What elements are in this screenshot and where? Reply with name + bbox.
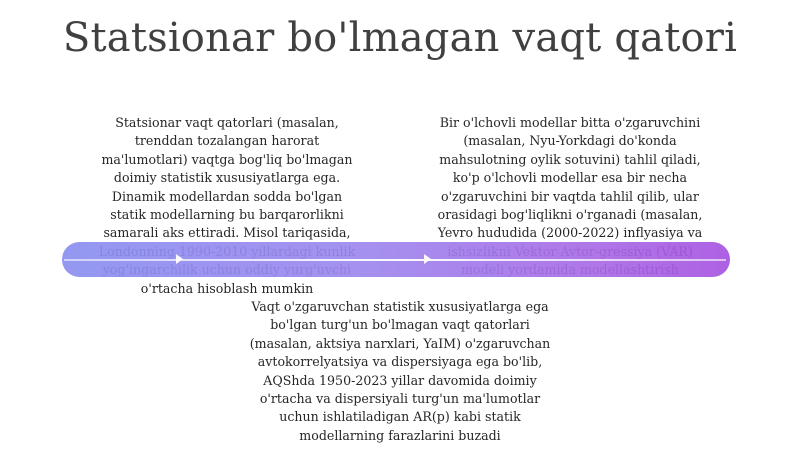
text-line: o'zgaruvchini bir vaqtda tahlil qilib, ular — [441, 188, 699, 204]
text-line: mahsulotning oylik sotuvini) tahlil qiladi, — [439, 151, 701, 167]
text-line: AQShda 1950-2023 yillar davomida doimiy — [263, 372, 537, 388]
text-line: statik modellarning bu barqarorlikni — [110, 207, 344, 223]
text-line: (masalan, aktsiya narxlari, YaIM) o'zgaruvchan — [249, 335, 551, 351]
text-line: o'rtacha va dispersiyali turg'un ma'lumotlar — [259, 391, 541, 407]
text-line: avtokorrelyatsiya va dispersiyaga ega bo'lib, — [257, 354, 543, 370]
text-line: (masalan, Nyu-Yorkdagi do'konda — [463, 133, 677, 149]
text-line: modellarning farazlarini buzadi — [299, 427, 501, 443]
text-line: Statsionar vaqt qatorlari (masalan, — [115, 115, 339, 130]
text-line: bo'lgan turg'un bo'lmagan vaqt qatorlari — [270, 317, 530, 333]
timeline-arrow-icon — [424, 254, 431, 264]
text-line: doimiy statistik xususiyatlarga ega. — [113, 170, 341, 186]
slide-title: Statsionar bo'lmagan vaqt qatori — [62, 15, 738, 61]
text-line: samarali aks ettiradi. Misol tariqasida, — [103, 225, 351, 241]
text-block-nonstationary — [200, 298, 600, 445]
text-line: Yevro hududida (2000-2022) inflyasiya va — [437, 225, 703, 241]
text-line: Bir o'lchovli modellar bitta o'zgaruvchini — [439, 115, 701, 130]
text-line: Vaqt o'zgaruvchan statistik xususiyatlarga ega — [251, 299, 549, 314]
text-line: o'rtacha hisoblash mumkin — [140, 280, 314, 296]
text-line: trenddan tozalangan harorat — [134, 133, 320, 149]
text-line: Dinamik modellardan sodda bo'lgan — [111, 188, 343, 204]
timeline-line — [64, 259, 726, 261]
text-line: ma'lumotlari) vaqtga bog'liq bo'lmagan — [101, 151, 353, 167]
text-line: uchun ishlatiladigan AR(p) kabi statik — [279, 409, 521, 425]
text-line: orasidagi bog'liqlikni o'rganadi (masalan, — [437, 207, 703, 223]
text-line: ko'p o'lchovli modellar esa bir necha — [452, 170, 688, 186]
timeline-arrow-icon — [176, 254, 183, 264]
